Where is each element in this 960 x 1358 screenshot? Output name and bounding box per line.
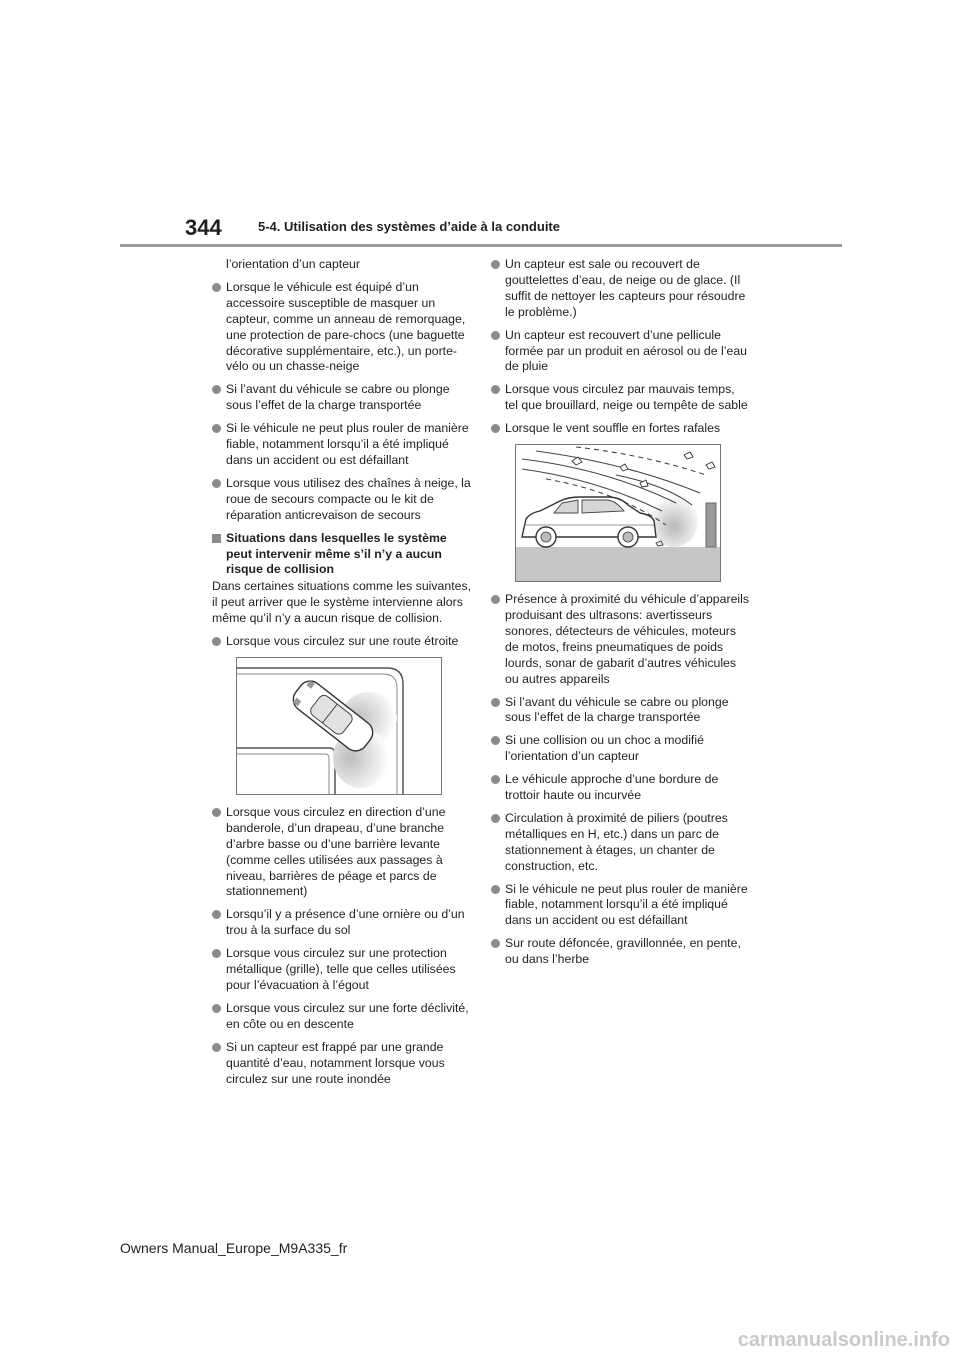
list-item: Le véhicule approche d’une bordure de trottoir haute ou incurvée (491, 772, 751, 804)
bullet-icon (212, 808, 221, 817)
bullet-icon (491, 885, 500, 894)
bullet-icon (491, 736, 500, 745)
bullet-icon (212, 637, 221, 646)
list-item: Lorsque vous circulez par mauvais temps, tel que brouillard, neige ou tempête de sable (491, 382, 751, 414)
wind-gust-image (516, 445, 720, 581)
list-item: Lorsque vous circulez sur une route étroite (212, 634, 472, 650)
list-item: Lorsqu’il y a présence d’une ornière ou d’un trou à la surface du sol (212, 907, 472, 939)
bullet-icon (491, 385, 500, 394)
square-bullet-icon (212, 534, 221, 543)
bullet-icon (491, 595, 500, 604)
list-item: Lorsque vous utilisez des chaînes à neige, la roue de secours compacte ou le kit de réparation anticrevaison de secours (212, 476, 472, 524)
bullet-icon (212, 1043, 221, 1052)
list-item: Si le véhicule ne peut plus rouler de manière fiable, notamment lorsqu’il a été impliqué dans un accident ou est défaillant (491, 882, 751, 930)
list-item: Si un capteur est frappé par une grande quantité d’eau, notamment lorsque vous circulez sur une route inondée (212, 1040, 472, 1088)
narrow-road-image (237, 658, 441, 794)
narrow-road-illustration (236, 657, 442, 795)
bullet-icon (491, 698, 500, 707)
list-item: Un capteur est sale ou recouvert de gouttelettes d’eau, de neige ou de glace. (Il suffit de nettoyer les capteurs pour résoudre le problème.) (491, 257, 751, 321)
car-side-icon (522, 497, 656, 547)
list-item: Lorsque vous circulez sur une protection métallique (grille), telle que celles utilisées pour l’évacuation à l’égout (212, 946, 472, 994)
list-item: Si le véhicule ne peut plus rouler de manière fiable, notamment lorsqu’il a été impliqué dans un accident ou est défaillant (212, 421, 472, 469)
watermark: carmanualsonline.info (737, 1329, 950, 1351)
header-divider (120, 244, 842, 247)
list-item: Sur route défoncée, gravillonnée, en pente, ou dans l’herbe (491, 936, 751, 968)
bullet-icon (491, 814, 500, 823)
bullet-icon (212, 910, 221, 919)
intro-paragraph: Dans certaines situations comme les suivantes, il peut arriver que le système intervienne alors même qu’il n’y a aucun risque de collision. (212, 579, 472, 626)
bullet-icon (212, 385, 221, 394)
list-item: Lorsque le véhicule est équipé d’un accessoire susceptible de masquer un capteur, comme un anneau de remorquage, une protection de pare-chocs (une baguette décorative supplémentaire, etc.), un porte-vélo ou un chasse-neige (212, 280, 472, 375)
list-item: Si une collision ou un choc a modifié l’orientation d’un capteur (491, 733, 751, 765)
list-item: Un capteur est recouvert d’une pellicule formée par un produit en aérosol ou de l’eau de pluie (491, 328, 751, 376)
list-item: Circulation à proximité de piliers (poutres métalliques en H, etc.) dans un parc de stationnement à étages, un chanter de construction, etc. (491, 811, 751, 875)
list-item: Lorsque vous circulez sur une forte déclivité, en côte ou en descente (212, 1001, 472, 1033)
left-column (212, 257, 472, 1094)
list-item: Présence à proximité du véhicule d’appareils produisant des ultrasons: avertisseurs sonores, détecteurs de véhicules, moteurs de motos, freins pneumatiques de poids lourds, sonar de gabarit d’autres véhicules ou autres appareils (491, 592, 751, 687)
bullet-icon (491, 939, 500, 948)
section-title: 5-4. Utilisation des systèmes d’aide à la conduite (258, 219, 560, 234)
list-item: Lorsque vous circulez en direction d’une banderole, d’un drapeau, d’une branche d’arbre basse ou d’une barrière levante (comme celles utilisées aux passages à niveau, barrières de péage et parcs de stationnement) (212, 805, 472, 900)
footer-manual-id: Owners Manual_Europe_M9A335_fr (120, 1240, 348, 1256)
bullet-icon (212, 479, 221, 488)
bullet-icon (212, 949, 221, 958)
list-item: Lorsque le vent souffle en fortes rafales (491, 421, 751, 437)
bullet-icon (491, 331, 500, 340)
list-item: Si l’avant du véhicule se cabre ou plonge sous l’effet de la charge transportée (491, 695, 751, 727)
bullet-icon (212, 283, 221, 292)
bullet-icon (212, 424, 221, 433)
bullet-icon (491, 260, 500, 269)
wind-gust-illustration (515, 444, 721, 582)
bullet-icon (212, 1004, 221, 1013)
right-column (491, 257, 751, 975)
list-item: Si l’avant du véhicule se cabre ou plonge sous l’effet de la charge transportée (212, 382, 472, 414)
bullet-icon (491, 424, 500, 433)
subheading: Situations dans lesquelles le système peut intervenir même s’il n’y a aucun risque de collision (212, 531, 472, 579)
continued-text: l’orientation d’un capteur (226, 257, 360, 271)
bullet-icon (491, 775, 500, 784)
page-number: 344 (185, 215, 222, 240)
